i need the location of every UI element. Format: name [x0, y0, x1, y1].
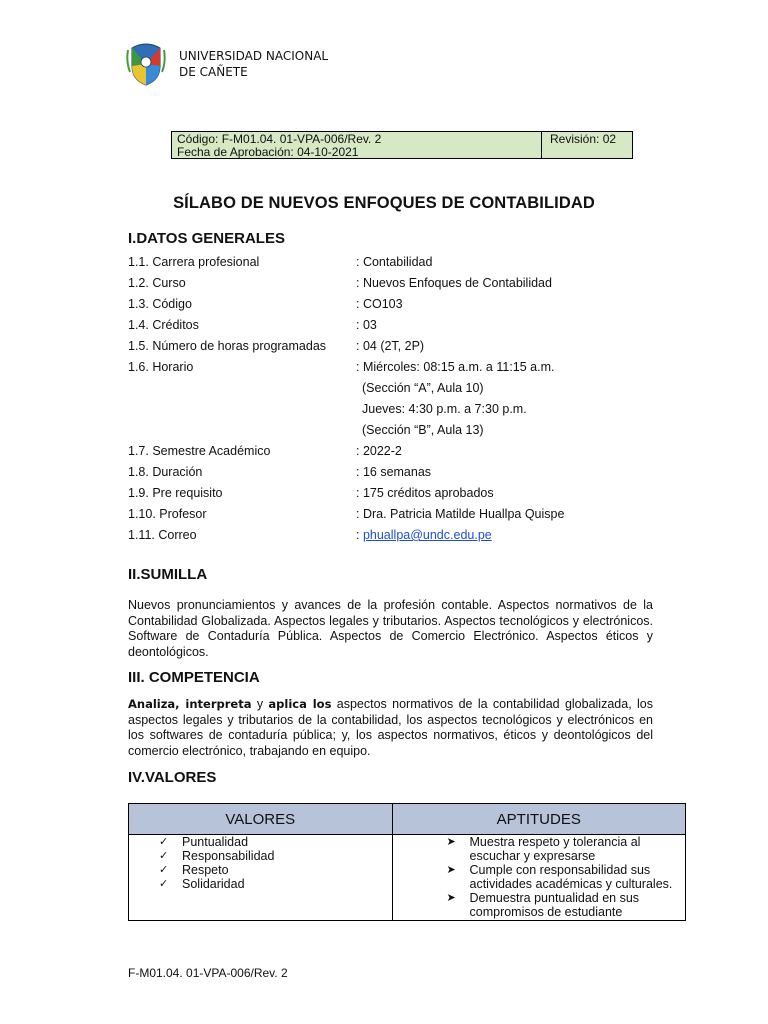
section-heading-competencia: III. COMPETENCIA	[128, 669, 260, 686]
list-item	[129, 863, 392, 877]
university-crest-logo	[126, 42, 166, 86]
approval-date: Fecha de Aprobación: 04-10-2021	[177, 145, 359, 159]
arrow-bullet-icon: ➤	[446, 864, 456, 876]
datos-value: : 03	[356, 318, 377, 332]
checkmark-icon: ✓	[159, 864, 169, 876]
aptitud-text: Demuestra puntualidad en sus compromisos de estudiante	[469, 891, 640, 919]
code-left-cell	[172, 132, 542, 158]
datos-label: 1.3. Código	[128, 297, 192, 311]
valores-cell	[129, 835, 393, 921]
arrow-bullet-icon: ➤	[446, 892, 456, 904]
valor-text: Solidaridad	[182, 877, 245, 891]
list-item	[129, 877, 392, 891]
datos-value	[356, 528, 492, 543]
horario-seccion-b: (Sección “B”, Aula 13)	[362, 423, 484, 437]
competencia-bold-1: Analiza, interpreta	[128, 697, 252, 711]
datos-label: 1.5. Número de horas programadas	[128, 339, 327, 353]
horario-seccion-a: (Sección “A”, Aula 10)	[362, 381, 484, 395]
valor-text: Puntualidad	[182, 835, 249, 849]
datos-value: : 16 semanas	[356, 465, 432, 479]
section-heading-sumilla: II.SUMILLA	[128, 566, 208, 583]
datos-label: 1.9. Pre requisito	[128, 486, 223, 500]
aptitudes-cell	[392, 835, 686, 921]
competencia-text: aspectos normativos de la contabilidad globalizada, los aspectos legales y tributarios de la contabilidad, los aspectos tecnológicos y electrónicos en los softwares de contaduría pública; y, los aspectos normativos, éticos y deontológicos del comercio electrónico, trabajando en equipo.	[128, 697, 653, 758]
sumilla-paragraph: Nuevos pronunciamientos y avances de la profesión contable. Aspectos normativos de la Contabilidad Globalizada. Aspectos legales y tributarios. Aspectos tecnológicos y electrónicos. Software de Contaduría Pública. Aspectos de Comercio Electrónico. Aspectos éticos y deontológicos.	[128, 598, 653, 659]
document-code-box	[171, 131, 633, 159]
email-link[interactable]: phuallpa@undc.edu.pe	[362, 528, 492, 542]
aptitud-text: Cumple con responsabilidad sus actividades académicas y culturales.	[469, 863, 673, 891]
checkmark-icon: ✓	[159, 850, 169, 862]
datos-value: : 175 créditos aprobados	[356, 486, 494, 500]
section-heading-datos-generales: I.DATOS GENERALES	[128, 230, 285, 247]
arrow-bullet-icon: ➤	[446, 836, 456, 848]
checkmark-icon: ✓	[159, 836, 169, 848]
datos-value: : Miércoles: 08:15 a.m. a 11:15 a.m.	[356, 360, 555, 374]
page-footer: F-M01.04. 01-VPA-006/Rev. 2	[128, 966, 288, 980]
valor-text: Responsabilidad	[182, 849, 275, 863]
competencia-paragraph	[128, 697, 653, 759]
datos-label: 1.10. Profesor	[128, 507, 207, 521]
datos-value: : CO103	[356, 297, 403, 311]
valores-table-header	[129, 804, 686, 835]
document-code: Código: F-M01.04. 01-VPA-006/Rev. 2	[177, 132, 382, 146]
datos-label: 1.7. Semestre Académico	[128, 444, 271, 458]
list-item	[393, 863, 686, 891]
university-name	[179, 48, 328, 80]
datos-value: : Nuevos Enfoques de Contabilidad	[356, 276, 552, 290]
competencia-bold-2: aplica los	[268, 697, 332, 711]
datos-label: 1.8. Duración	[128, 465, 203, 479]
datos-label: 1.6. Horario	[128, 360, 194, 374]
revision-number: Revisión: 02	[550, 132, 617, 146]
list-item	[129, 849, 392, 863]
datos-value: : Dra. Patricia Matilde Huallpa Quispe	[356, 507, 565, 521]
valor-text: Respeto	[182, 863, 229, 877]
aptitudes-list	[393, 835, 686, 919]
aptitud-text: Muestra respeto y tolerancia al escuchar y expresarse	[469, 835, 641, 863]
competencia-y: y	[251, 697, 269, 711]
datos-label: 1.11. Correo	[128, 528, 197, 542]
valores-column-header: VALORES	[129, 804, 393, 835]
university-name-line1: UNIVERSIDAD NACIONAL	[179, 49, 329, 63]
table-row	[129, 835, 686, 921]
datos-value: : Contabilidad	[356, 255, 433, 269]
list-item	[129, 835, 392, 849]
datos-value: : 2022-2	[356, 444, 402, 458]
section-heading-valores: IV.VALORES	[128, 769, 217, 786]
aptitudes-column-header: APTITUDES	[392, 804, 686, 835]
valores-table	[128, 803, 686, 921]
checkmark-icon: ✓	[159, 878, 169, 890]
datos-label: 1.2. Curso	[128, 276, 186, 290]
list-item	[393, 835, 686, 863]
syllabus-title: SÍLABO DE NUEVOS ENFOQUES DE CONTABILIDAD	[173, 194, 595, 212]
valores-list	[129, 835, 392, 891]
list-item	[393, 891, 686, 919]
datos-label: 1.4. Créditos	[128, 318, 199, 332]
datos-label: 1.1. Carrera profesional	[128, 255, 260, 269]
email-prefix: :	[356, 528, 363, 542]
university-name-line2: DE CAÑETE	[179, 65, 248, 79]
datos-value: : 04 (2T, 2P)	[356, 339, 425, 353]
horario-jueves: Jueves: 4:30 p.m. a 7:30 p.m.	[362, 402, 527, 416]
